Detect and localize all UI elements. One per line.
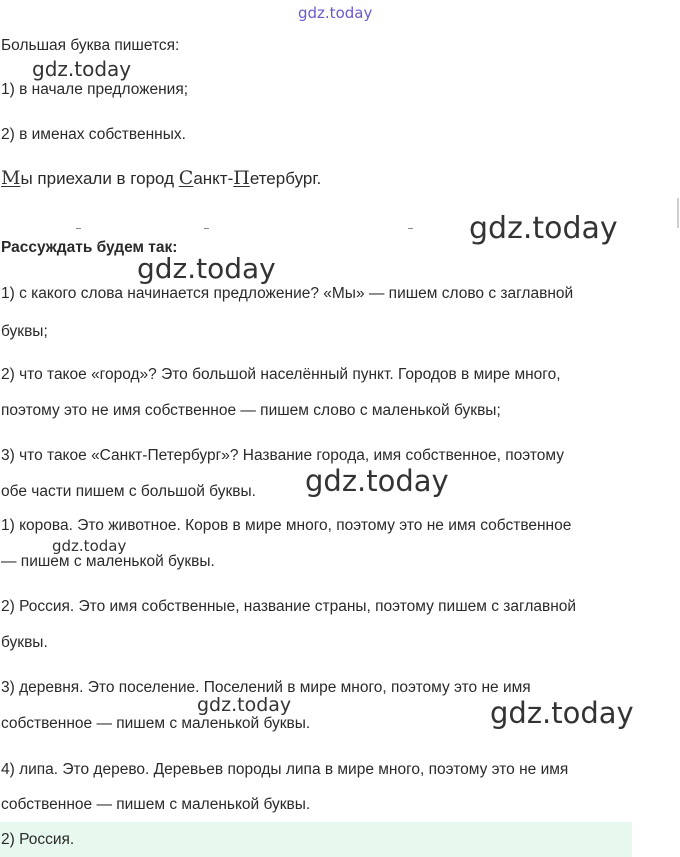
reasoning-2-cont: поэтому это не имя собственное — пишем слово с маленькой буквы; xyxy=(1,402,501,419)
example-text: ы приехали в город xyxy=(20,169,179,188)
capital-letter: С xyxy=(178,167,194,189)
watermark-top: gdz.today xyxy=(298,4,373,22)
watermark: gdz.today xyxy=(197,694,292,716)
word-4: 4) липа. Это дерево. Деревьев породы липа в мире много, поэтому это не имя xyxy=(1,761,569,778)
watermark: gdz.today xyxy=(305,464,449,498)
reasoning-2: 2) что такое «город»? Это большой населённый пункт. Городов в мире много, xyxy=(1,366,561,383)
divider-fragment xyxy=(204,228,209,229)
watermark: gdz.today xyxy=(32,57,132,81)
example-text: анкт- xyxy=(193,169,234,188)
word-2-cont: буквы. xyxy=(1,634,48,651)
answer-text: 2) Россия. xyxy=(1,831,75,848)
watermark: gdz.today xyxy=(137,252,276,285)
reasoning-3: 3) что такое «Санкт-Петербург»? Название города, имя собственное, поэтому xyxy=(1,447,564,464)
reasoning-1: 1) с какого слова начинается предложение? «Мы» — пишем слово с заглавной xyxy=(1,285,574,302)
word-1: 1) корова. Это животное. Коров в мире много, поэтому это не имя собственное xyxy=(1,517,572,534)
rule-item-2: 2) в именах собственных. xyxy=(1,126,186,143)
rule-item-1: 1) в начале предложения; xyxy=(1,81,189,98)
scroll-edge xyxy=(677,198,679,228)
reasoning-3-cont: обе части пишем с большой буквы. xyxy=(1,483,256,500)
reasoning-heading: Рассуждать будем так: xyxy=(1,239,178,256)
word-3: 3) деревня. Это поселение. Поселений в мире много, поэтому это не имя xyxy=(1,679,531,696)
rule-intro: Большая буква пишется: xyxy=(1,37,180,54)
capital-letter: П xyxy=(233,167,250,189)
example-text: етербург. xyxy=(249,169,322,188)
watermark: gdz.today xyxy=(469,211,618,246)
reasoning-1-cont: буквы; xyxy=(1,323,48,340)
word-1-cont: — пишем с маленькой буквы. xyxy=(1,553,215,570)
word-4-cont: собственное — пишем с маленькой буквы. xyxy=(1,796,311,813)
divider-fragment xyxy=(76,228,81,229)
capital-letter: М xyxy=(1,167,21,189)
watermark: gdz.today xyxy=(52,537,127,555)
example-sentence xyxy=(1,168,321,189)
word-2: 2) Россия. Это имя собственные, название страны, поэтому пишем с заглавной xyxy=(1,598,577,615)
watermark: gdz.today xyxy=(490,696,634,730)
answer-box xyxy=(0,822,632,857)
divider-fragment xyxy=(408,228,413,229)
word-3-cont: собственное — пишем с маленькой буквы. xyxy=(1,715,311,732)
